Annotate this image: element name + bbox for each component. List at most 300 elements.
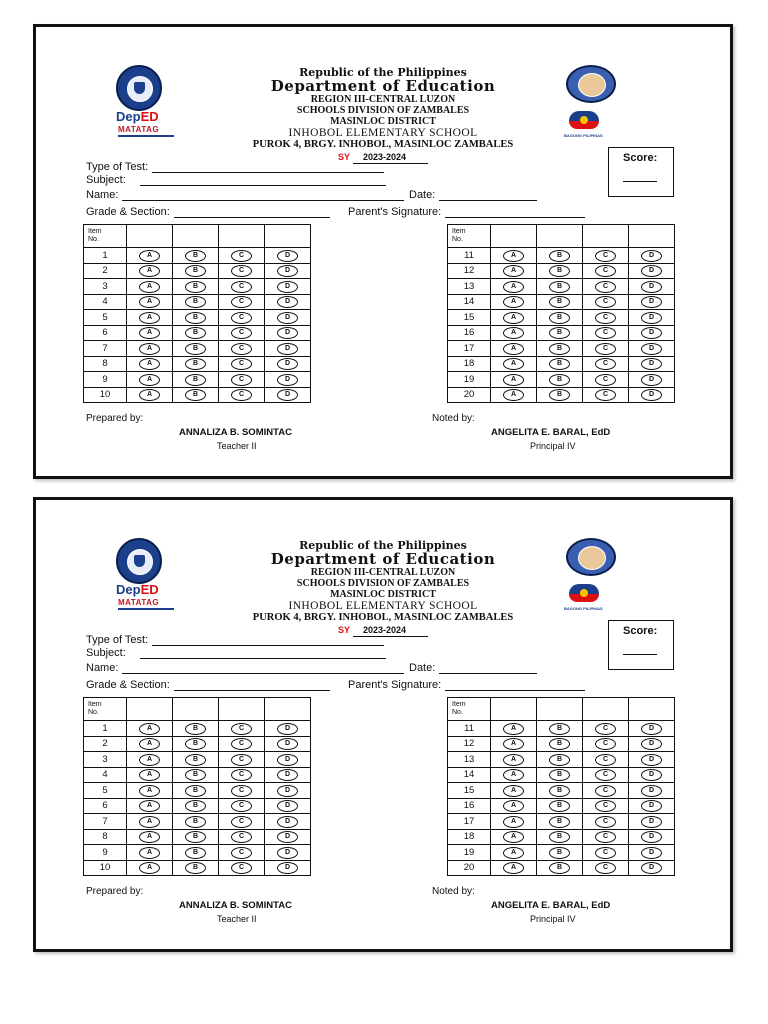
answer-row — [448, 783, 675, 799]
answer-bubble-a[interactable]: A — [503, 389, 524, 401]
answer-bubble-b[interactable]: B — [185, 374, 206, 386]
answer-row — [84, 341, 311, 357]
type-of-test-field[interactable]: Type of Test: — [86, 161, 384, 173]
item-number: 6 — [84, 798, 127, 814]
item-number: 19 — [448, 845, 491, 861]
answer-row — [84, 767, 311, 783]
answer-bubble-d[interactable]: D — [277, 327, 298, 339]
answer-bubble-d[interactable]: D — [277, 265, 298, 277]
answer-bubble-b[interactable]: B — [549, 754, 570, 766]
parent-signature-field[interactable]: Parent's Signature: — [348, 206, 585, 218]
answer-row — [448, 767, 675, 783]
answer-bubble-b[interactable]: B — [185, 343, 206, 355]
answer-bubble-d[interactable]: D — [641, 327, 662, 339]
answer-bubble-a[interactable]: A — [139, 281, 160, 293]
answer-bubble-b[interactable]: B — [549, 358, 570, 370]
answer-sheet-2 — [33, 497, 733, 952]
answer-bubble-a[interactable]: A — [139, 327, 160, 339]
answer-bubble-c[interactable]: C — [595, 312, 616, 324]
answer-row — [84, 263, 311, 279]
answer-bubble-a[interactable]: A — [503, 358, 524, 370]
prepared-by-label: Prepared by: — [86, 886, 144, 897]
answer-bubble-a[interactable]: A — [503, 281, 524, 293]
answer-bubble-c[interactable]: C — [595, 862, 616, 874]
item-number: 7 — [84, 814, 127, 830]
noted-by-label: Noted by: — [432, 886, 475, 897]
answer-bubble-a[interactable]: A — [139, 831, 160, 843]
answer-bubble-c[interactable]: C — [231, 785, 252, 797]
region-line: REGION III-CENTRAL LUZON — [310, 94, 456, 105]
parent-signature-field[interactable]: Parent's Signature: — [348, 679, 585, 691]
answer-table-left — [83, 224, 311, 403]
answer-bubble-c[interactable]: C — [595, 281, 616, 293]
answer-row — [448, 341, 675, 357]
answer-bubble-c[interactable]: C — [595, 343, 616, 355]
school-address: PUROK 4, BRGY. INHOBOL, MASINLOC ZAMBALES — [252, 612, 514, 623]
school-name: INHOBOL ELEMENTARY SCHOOL — [288, 127, 478, 139]
answer-bubble-d[interactable]: D — [641, 723, 662, 735]
answer-bubble-b[interactable]: B — [185, 281, 206, 293]
answer-row — [448, 845, 675, 861]
answer-bubble-b[interactable]: B — [185, 831, 206, 843]
answer-bubble-c[interactable]: C — [595, 769, 616, 781]
answer-table-left — [83, 697, 311, 876]
answer-bubble-c[interactable]: C — [595, 250, 616, 262]
school-address: PUROK 4, BRGY. INHOBOL, MASINLOC ZAMBALES — [252, 139, 514, 150]
item-number: 5 — [84, 310, 127, 326]
answer-bubble-a[interactable]: A — [139, 343, 160, 355]
item-number: 19 — [448, 372, 491, 388]
item-number: 15 — [448, 783, 491, 799]
answer-bubble-b[interactable]: B — [185, 296, 206, 308]
item-no-header: Item No. — [448, 225, 491, 248]
answer-bubble-c[interactable]: C — [595, 831, 616, 843]
answer-bubble-a[interactable]: A — [139, 754, 160, 766]
answer-row — [84, 845, 311, 861]
prepared-by-name: ANNALIZA B. SOMINTAC — [179, 427, 292, 438]
bagong-pilipinas-text: BAGONG PILIPINAS — [564, 606, 603, 611]
answer-row — [448, 279, 675, 295]
answer-bubble-d[interactable]: D — [641, 831, 662, 843]
item-number: 4 — [84, 767, 127, 783]
item-number: 9 — [84, 372, 127, 388]
answer-sheet-1 — [33, 24, 733, 479]
answer-bubble-c[interactable]: C — [231, 296, 252, 308]
answer-row — [448, 387, 675, 403]
answer-bubble-c[interactable]: C — [231, 847, 252, 859]
answer-bubble-d[interactable]: D — [277, 312, 298, 324]
answer-bubble-a[interactable]: A — [503, 312, 524, 324]
division-line: SCHOOLS DIVISION OF ZAMBALES — [296, 578, 470, 589]
item-number: 6 — [84, 325, 127, 341]
subject-field[interactable]: Subject: — [86, 174, 386, 186]
name-field[interactable]: Name: — [86, 662, 404, 674]
answer-bubble-d[interactable]: D — [641, 738, 662, 750]
item-number: 1 — [84, 248, 127, 264]
answer-bubble-b[interactable]: B — [185, 265, 206, 277]
item-number: 9 — [84, 845, 127, 861]
answer-bubble-b[interactable]: B — [549, 296, 570, 308]
subject-field[interactable]: Subject: — [86, 647, 386, 659]
answer-bubble-c[interactable]: C — [231, 754, 252, 766]
answer-row — [84, 325, 311, 341]
answer-bubble-a[interactable]: A — [503, 343, 524, 355]
answer-bubble-b[interactable]: B — [549, 343, 570, 355]
answer-bubble-c[interactable]: C — [595, 265, 616, 277]
answer-bubble-d[interactable]: D — [277, 816, 298, 828]
answer-row — [84, 387, 311, 403]
answer-bubble-d[interactable]: D — [277, 831, 298, 843]
answer-bubble-b[interactable]: B — [185, 327, 206, 339]
answer-bubble-b[interactable]: B — [549, 847, 570, 859]
grade-section-field[interactable]: Grade & Section: — [86, 206, 330, 218]
item-number: 3 — [84, 752, 127, 768]
answer-bubble-b[interactable]: B — [185, 389, 206, 401]
answer-bubble-c[interactable]: C — [595, 389, 616, 401]
item-number: 15 — [448, 310, 491, 326]
answer-row — [448, 372, 675, 388]
item-number: 17 — [448, 814, 491, 830]
answer-bubble-c[interactable]: C — [595, 785, 616, 797]
answer-bubble-a[interactable]: A — [139, 816, 160, 828]
bagong-pilipinas-text: BAGONG PILIPINAS — [564, 133, 603, 138]
answer-bubble-a[interactable]: A — [139, 862, 160, 874]
item-number: 2 — [84, 263, 127, 279]
answer-bubble-d[interactable]: D — [641, 769, 662, 781]
item-number: 10 — [84, 860, 127, 876]
department-line: Department of Education — [270, 550, 496, 568]
noted-by-name: ANGELITA E. BARAL, EdD — [491, 900, 611, 911]
republic-line: Republic of the Philippines — [299, 66, 467, 79]
answer-bubble-b[interactable]: B — [185, 312, 206, 324]
answer-row — [84, 752, 311, 768]
date-field[interactable]: Date: — [409, 662, 537, 674]
answer-bubble-a[interactable]: A — [503, 723, 524, 735]
answer-bubble-d[interactable]: D — [277, 281, 298, 293]
item-number: 20 — [448, 860, 491, 876]
school-year: SY 2023-2024 — [36, 152, 730, 164]
answer-bubble-b[interactable]: B — [549, 327, 570, 339]
answer-bubble-b[interactable]: B — [549, 816, 570, 828]
answer-bubble-c[interactable]: C — [231, 769, 252, 781]
deped-wordmark: DepED — [116, 582, 159, 597]
republic-line: Republic of the Philippines — [299, 539, 467, 552]
answer-bubble-c[interactable]: C — [231, 281, 252, 293]
item-number: 4 — [84, 294, 127, 310]
prepared-by-title: Teacher II — [217, 441, 257, 451]
item-number: 14 — [448, 294, 491, 310]
score-label: Score: — [623, 625, 658, 637]
answer-bubble-b[interactable]: B — [549, 312, 570, 324]
item-number: 8 — [84, 829, 127, 845]
answer-bubble-c[interactable]: C — [595, 738, 616, 750]
answer-bubble-a[interactable]: A — [139, 389, 160, 401]
answer-row — [84, 798, 311, 814]
answer-bubble-a[interactable]: A — [139, 296, 160, 308]
answer-row — [84, 736, 311, 752]
answer-bubble-b[interactable]: B — [549, 281, 570, 293]
noted-by-label: Noted by: — [432, 413, 475, 424]
grade-section-field[interactable]: Grade & Section: — [86, 679, 330, 691]
answer-bubble-b[interactable]: B — [549, 800, 570, 812]
prepared-by-name: ANNALIZA B. SOMINTAC — [179, 900, 292, 911]
answer-row — [84, 356, 311, 372]
answer-bubble-b[interactable]: B — [549, 374, 570, 386]
answer-bubble-b[interactable]: B — [549, 862, 570, 874]
item-number: 13 — [448, 752, 491, 768]
answer-bubble-a[interactable]: A — [503, 831, 524, 843]
answer-row — [448, 752, 675, 768]
item-number: 2 — [84, 736, 127, 752]
answer-bubble-a[interactable]: A — [139, 738, 160, 750]
answer-bubble-a[interactable]: A — [139, 800, 160, 812]
answer-bubble-d[interactable]: D — [641, 785, 662, 797]
answer-bubble-b[interactable]: B — [185, 358, 206, 370]
answer-bubble-d[interactable]: D — [277, 800, 298, 812]
answer-row — [448, 736, 675, 752]
answer-row — [448, 310, 675, 326]
answer-bubble-b[interactable]: B — [549, 723, 570, 735]
answer-bubble-d[interactable]: D — [641, 800, 662, 812]
answer-bubble-a[interactable]: A — [139, 358, 160, 370]
answer-bubble-c[interactable]: C — [595, 296, 616, 308]
item-number: 13 — [448, 279, 491, 295]
item-number: 11 — [448, 248, 491, 264]
answer-bubble-b[interactable]: B — [549, 831, 570, 843]
answer-bubble-c[interactable]: C — [595, 374, 616, 386]
item-number: 3 — [84, 279, 127, 295]
item-number: 1 — [84, 721, 127, 737]
answer-bubble-b[interactable]: B — [185, 862, 206, 874]
answer-bubble-d[interactable]: D — [641, 343, 662, 355]
answer-bubble-c[interactable]: C — [595, 723, 616, 735]
answer-bubble-a[interactable]: A — [503, 738, 524, 750]
answer-bubble-d[interactable]: D — [641, 281, 662, 293]
answer-bubble-d[interactable]: D — [277, 250, 298, 262]
answer-bubble-d[interactable]: D — [277, 296, 298, 308]
item-number: 12 — [448, 263, 491, 279]
answer-bubble-a[interactable]: A — [503, 800, 524, 812]
answer-bubble-b[interactable]: B — [185, 738, 206, 750]
item-number: 16 — [448, 325, 491, 341]
answer-bubble-a[interactable]: A — [139, 769, 160, 781]
answer-bubble-c[interactable]: C — [595, 816, 616, 828]
item-number: 18 — [448, 829, 491, 845]
noted-by-name: ANGELITA E. BARAL, EdD — [491, 427, 611, 438]
answer-bubble-a[interactable]: A — [139, 847, 160, 859]
item-number: 12 — [448, 736, 491, 752]
answer-bubble-c[interactable]: C — [231, 250, 252, 262]
school-name: INHOBOL ELEMENTARY SCHOOL — [288, 600, 478, 612]
answer-bubble-b[interactable]: B — [185, 785, 206, 797]
item-no-header: Item No. — [448, 698, 491, 721]
region-line: REGION III-CENTRAL LUZON — [310, 567, 456, 578]
score-label: Score: — [623, 152, 658, 164]
answer-bubble-a[interactable]: A — [139, 265, 160, 277]
type-of-test-field[interactable]: Type of Test: — [86, 634, 384, 646]
answer-row — [84, 248, 311, 264]
score-box[interactable] — [608, 620, 674, 670]
division-line: SCHOOLS DIVISION OF ZAMBALES — [296, 105, 470, 116]
answer-bubble-b[interactable]: B — [185, 769, 206, 781]
answer-bubble-a[interactable]: A — [503, 769, 524, 781]
answer-bubble-d[interactable]: D — [641, 862, 662, 874]
answer-row — [84, 310, 311, 326]
answer-bubble-d[interactable]: D — [641, 374, 662, 386]
answer-bubble-a[interactable]: A — [139, 250, 160, 262]
answer-bubble-d[interactable]: D — [277, 847, 298, 859]
deped-wordmark: DepED — [116, 109, 159, 124]
answer-row — [448, 248, 675, 264]
answer-bubble-c[interactable]: C — [231, 343, 252, 355]
answer-row — [84, 721, 311, 737]
answer-row — [84, 783, 311, 799]
item-number: 7 — [84, 341, 127, 357]
answer-bubble-b[interactable]: B — [185, 800, 206, 812]
answer-bubble-c[interactable]: C — [231, 738, 252, 750]
item-number: 14 — [448, 767, 491, 783]
district-line: MASINLOC DISTRICT — [330, 116, 436, 127]
answer-bubble-a[interactable]: A — [503, 327, 524, 339]
answer-row — [84, 814, 311, 830]
prepared-by-title: Teacher II — [217, 914, 257, 924]
answer-row — [448, 356, 675, 372]
item-number: 8 — [84, 356, 127, 372]
answer-bubble-d[interactable]: D — [277, 754, 298, 766]
answer-bubble-a[interactable]: A — [503, 296, 524, 308]
answer-bubble-b[interactable]: B — [185, 250, 206, 262]
answer-bubble-a[interactable]: A — [503, 374, 524, 386]
answer-bubble-b[interactable]: B — [549, 389, 570, 401]
answer-row — [448, 814, 675, 830]
name-field[interactable]: Name: — [86, 189, 404, 201]
answer-bubble-a[interactable]: A — [139, 785, 160, 797]
answer-bubble-d[interactable]: D — [641, 389, 662, 401]
answer-bubble-d[interactable]: D — [277, 785, 298, 797]
answer-bubble-a[interactable]: A — [139, 723, 160, 735]
answer-row — [448, 294, 675, 310]
answer-bubble-a[interactable]: A — [503, 816, 524, 828]
answer-bubble-d[interactable]: D — [277, 862, 298, 874]
answer-bubble-a[interactable]: A — [503, 862, 524, 874]
answer-bubble-c[interactable]: C — [231, 816, 252, 828]
item-number: 17 — [448, 341, 491, 357]
item-no-header: Item No. — [84, 225, 127, 248]
item-number: 10 — [84, 387, 127, 403]
answer-bubble-d[interactable]: D — [277, 723, 298, 735]
answer-bubble-b[interactable]: B — [185, 816, 206, 828]
answer-bubble-b[interactable]: B — [185, 754, 206, 766]
answer-bubble-c[interactable]: C — [231, 389, 252, 401]
answer-bubble-d[interactable]: D — [641, 296, 662, 308]
answer-bubble-c[interactable]: C — [595, 358, 616, 370]
answer-bubble-d[interactable]: D — [641, 847, 662, 859]
answer-bubble-b[interactable]: B — [549, 250, 570, 262]
answer-table-right — [447, 697, 675, 876]
answer-bubble-b[interactable]: B — [549, 738, 570, 750]
answer-bubble-c[interactable]: C — [231, 862, 252, 874]
answer-bubble-d[interactable]: D — [641, 250, 662, 262]
answer-row — [448, 721, 675, 737]
answer-bubble-d[interactable]: D — [277, 769, 298, 781]
answer-bubble-d[interactable]: D — [277, 374, 298, 386]
answer-row — [84, 279, 311, 295]
item-number: 16 — [448, 798, 491, 814]
score-box[interactable] — [608, 147, 674, 197]
answer-row — [84, 372, 311, 388]
answer-bubble-d[interactable]: D — [641, 265, 662, 277]
answer-bubble-c[interactable]: C — [231, 374, 252, 386]
answer-table-right — [447, 224, 675, 403]
answer-bubble-c[interactable]: C — [231, 312, 252, 324]
school-year: SY 2023-2024 — [36, 625, 730, 637]
answer-bubble-d[interactable]: D — [641, 358, 662, 370]
answer-row — [84, 829, 311, 845]
answer-bubble-b[interactable]: B — [549, 769, 570, 781]
date-field[interactable]: Date: — [409, 189, 537, 201]
matatag-logo: MATATAG — [118, 598, 160, 607]
answer-bubble-d[interactable]: D — [277, 358, 298, 370]
answer-row — [448, 829, 675, 845]
answer-row — [448, 325, 675, 341]
answer-bubble-b[interactable]: B — [185, 723, 206, 735]
answer-bubble-a[interactable]: A — [503, 847, 524, 859]
answer-row — [448, 263, 675, 279]
answer-row — [448, 860, 675, 876]
answer-bubble-b[interactable]: B — [549, 785, 570, 797]
noted-by-title: Principal IV — [530, 441, 576, 451]
matatag-logo: MATATAG — [118, 125, 160, 134]
answer-bubble-d[interactable]: D — [641, 816, 662, 828]
answer-bubble-c[interactable]: C — [231, 800, 252, 812]
answer-row — [448, 798, 675, 814]
noted-by-title: Principal IV — [530, 914, 576, 924]
item-no-header: Item No. — [84, 698, 127, 721]
answer-bubble-c[interactable]: C — [595, 847, 616, 859]
answer-bubble-c[interactable]: C — [231, 831, 252, 843]
answer-row — [84, 294, 311, 310]
answer-row — [84, 860, 311, 876]
answer-bubble-c[interactable]: C — [231, 327, 252, 339]
answer-bubble-d[interactable]: D — [277, 343, 298, 355]
answer-bubble-c[interactable]: C — [231, 265, 252, 277]
district-line: MASINLOC DISTRICT — [330, 589, 436, 600]
answer-bubble-c[interactable]: C — [595, 327, 616, 339]
answer-bubble-b[interactable]: B — [549, 265, 570, 277]
answer-bubble-c[interactable]: C — [595, 754, 616, 766]
answer-bubble-d[interactable]: D — [277, 389, 298, 401]
answer-bubble-a[interactable]: A — [503, 754, 524, 766]
answer-bubble-c[interactable]: C — [231, 723, 252, 735]
answer-bubble-d[interactable]: D — [641, 754, 662, 766]
answer-bubble-a[interactable]: A — [503, 250, 524, 262]
answer-bubble-a[interactable]: A — [503, 785, 524, 797]
answer-bubble-c[interactable]: C — [595, 800, 616, 812]
answer-bubble-a[interactable]: A — [139, 312, 160, 324]
answer-bubble-d[interactable]: D — [277, 738, 298, 750]
answer-bubble-c[interactable]: C — [231, 358, 252, 370]
answer-bubble-b[interactable]: B — [185, 847, 206, 859]
prepared-by-label: Prepared by: — [86, 413, 144, 424]
answer-bubble-a[interactable]: A — [139, 374, 160, 386]
department-line: Department of Education — [270, 77, 496, 95]
item-number: 11 — [448, 721, 491, 737]
item-number: 5 — [84, 783, 127, 799]
answer-bubble-d[interactable]: D — [641, 312, 662, 324]
answer-bubble-a[interactable]: A — [503, 265, 524, 277]
item-number: 18 — [448, 356, 491, 372]
item-number: 20 — [448, 387, 491, 403]
